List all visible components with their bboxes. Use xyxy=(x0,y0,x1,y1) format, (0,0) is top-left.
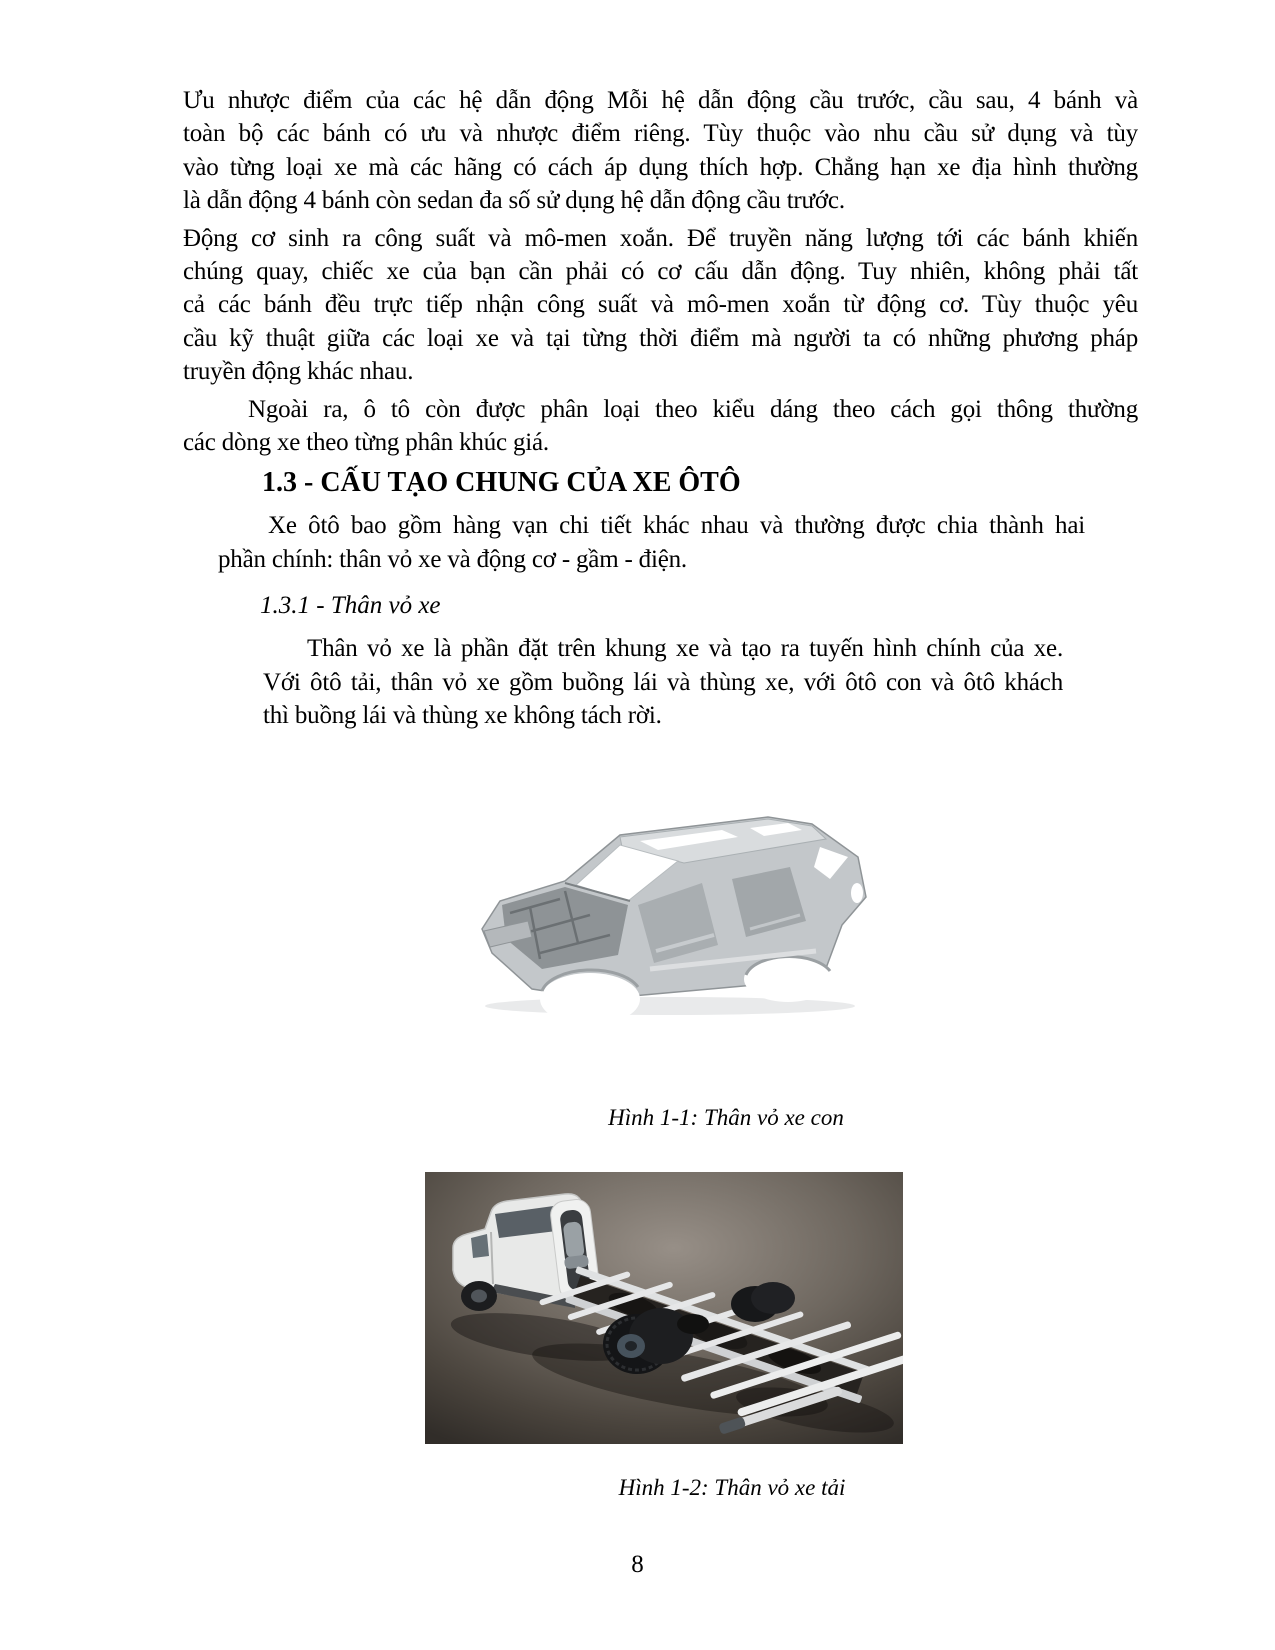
text-line: thì buồng lái và thùng xe không tách rời. xyxy=(263,702,662,730)
text-line: toàn bộ các bánh có ưu và nhược điểm riêng. Tùy thuộc vào nhu cầu sử dụng và tùy xyxy=(183,120,1138,148)
paragraph-two-main-parts xyxy=(218,509,1085,576)
text-line: là dẫn động 4 bánh còn sedan đa số sử dụng hệ dẫn động cầu trước. xyxy=(183,187,845,215)
truck-chassis-photo-frame xyxy=(425,1172,903,1444)
text-line: truyền động khác nhau. xyxy=(183,358,414,386)
paragraph-engine-torque xyxy=(183,222,1138,389)
figure-caption: Hình 1-2: Thân vỏ xe tải xyxy=(618,1474,846,1500)
text-line: Động cơ sinh ra công suất và mô-men xoắn. Để truyền năng lượng tới các bánh khiến xyxy=(183,224,1138,252)
text-line: Thân vỏ xe là phần đặt trên khung xe và tạo ra tuyến hình chính của xe. xyxy=(307,635,1063,663)
paragraph-drive-systems xyxy=(183,84,1138,218)
section-heading: 1.3 - CẤU TẠO CHUNG CỦA XE ÔTÔ xyxy=(262,467,741,499)
text-column xyxy=(183,0,1138,1502)
text-line: chúng quay, chiếc xe của bạn cần phải có cơ cấu dẫn động. Tuy nhiên, không phải tất xyxy=(183,258,1138,286)
paragraph-classification xyxy=(183,393,1138,460)
figure-truck-chassis xyxy=(183,1172,1138,1502)
figure-caption: Hình 1-1: Thân vỏ xe con xyxy=(608,1104,844,1130)
text-line: phần chính: thân vỏ xe và động cơ - gầm - điện. xyxy=(218,545,687,573)
page-number: 8 xyxy=(631,1551,644,1578)
text-line: Ngoài ra, ô tô còn được phân loại theo kiểu dáng theo cách gọi thông thường xyxy=(248,395,1138,423)
text-line: cầu kỹ thuật giữa các loại xe và tại từng thời điểm mà người ta có những phương pháp xyxy=(183,324,1138,352)
text-line: vào từng loại xe mà các hãng có cách áp dụng thích hợp. Chẳng hạn xe địa hình thường xyxy=(183,153,1138,181)
paragraph-body-shell xyxy=(263,632,1063,732)
text-line: Với ôtô tải, thân vỏ xe gồm buồng lái và thùng xe, với ôtô con và ôtô khách xyxy=(263,668,1063,696)
text-line: Ưu nhược điểm của các hệ dẫn động Mỗi hệ dẫn động cầu trước, cầu sau, 4 bánh và xyxy=(183,87,1138,114)
text-line: các dòng xe theo từng phân khúc giá. xyxy=(183,429,549,457)
truck-chassis-image xyxy=(425,1172,903,1444)
text-line: cả các bánh đều trực tiếp nhận công suất và mô-men xoắn từ động cơ. Tùy thuộc yêu xyxy=(183,291,1138,319)
car-body-shell-image xyxy=(470,803,875,1018)
subsection-heading: 1.3.1 - Thân vỏ xe xyxy=(260,592,441,620)
figure-car-body xyxy=(183,803,1138,1132)
text-line: Xe ôtô bao gồm hàng vạn chi tiết khác nhau và thường được chia thành hai xyxy=(268,512,1085,540)
